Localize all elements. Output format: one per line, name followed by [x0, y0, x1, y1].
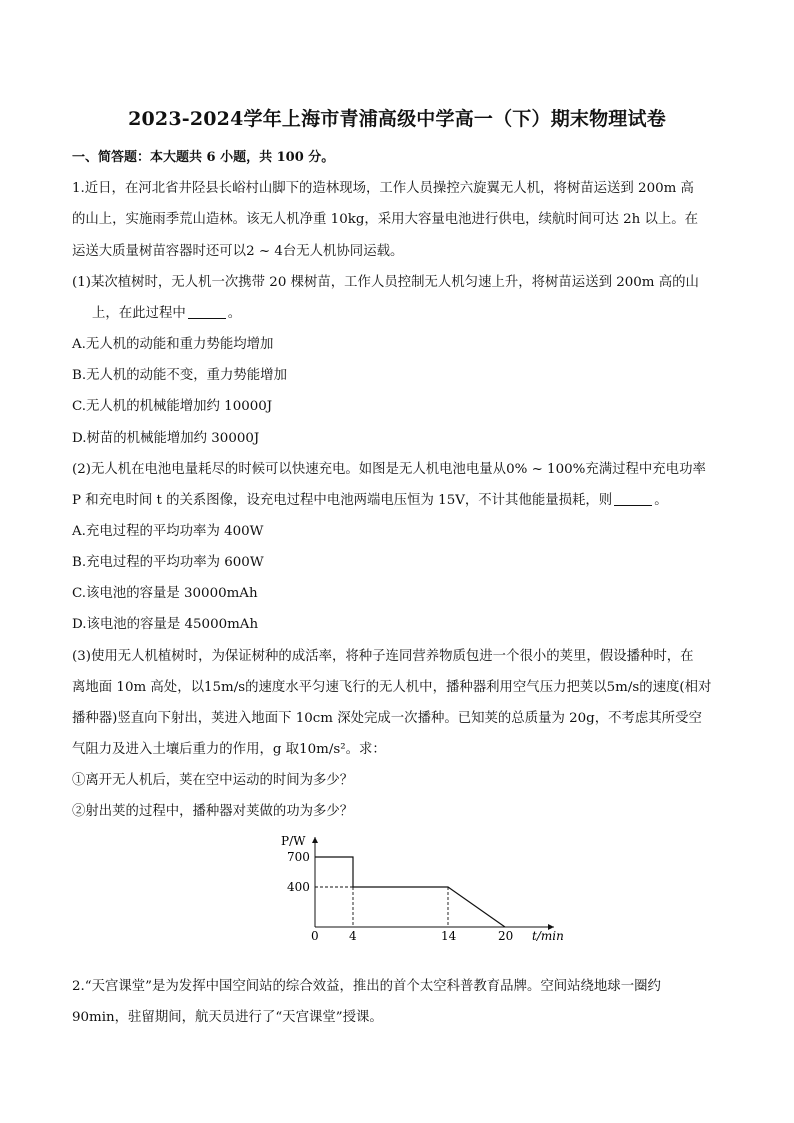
y-axis-label: P/W [281, 834, 306, 848]
x-tick-label: 4 [349, 929, 357, 943]
y-tick-label: 700 [287, 850, 310, 864]
q1-p3-sub-1: ①离开无人机后，荚在空中运动的时间为多少？ [72, 773, 354, 788]
x-tick-label: 0 [311, 929, 319, 943]
page-title: 2023-2024学年上海市青浦高级中学高一（下）期末物理试卷 [128, 108, 666, 130]
q1-p2-stem-line: (2)无人机在电池电量耗尽的时候可以快速充电。如图是无人机电池电量从0% ~ 100%充满过程中充电功率 [72, 462, 706, 477]
q1-p1-stem-text: 上，在此过程中 [92, 306, 186, 321]
y-tick-label: 400 [287, 880, 310, 894]
q1-p2-option-c: C.该电池的容量是 30000mAh [72, 586, 258, 601]
answer-blank [614, 493, 652, 506]
q2-line: 2.“天宫课堂”是为发挥中国空间站的综合效益，推出的首个太空科普教育品牌。空间站绕地球一圈约 [72, 979, 661, 994]
q1-p3-stem-line: 离地面 10m 高处，以15m/s的速度水平匀速飞行的无人机中，播种器利用空气压力把荚以5m/s的速度(相对 [72, 680, 712, 695]
q1-p2-stem-text: P 和充电时间 t 的关系图像，设充电过程中电池两端电压恒为 15V，不计其他能量损耗，则 [72, 493, 613, 508]
q1-intro-line: 1.近日，在河北省井陉县长峪村山脚下的造林现场，工作人员操控六旋翼无人机，将树苗运送到 200m 高 [72, 181, 694, 196]
q1-p1-option-d: D.树苗的机械能增加约 30000J [72, 431, 260, 446]
q1-p1-option-b: B.无人机的动能不变，重力势能增加 [72, 368, 287, 383]
series-line [315, 857, 505, 927]
section-header: 一、简答题：本大题共 6 小题，共 100 分。 [72, 150, 335, 165]
q1-p1-stem-end: 。 [227, 306, 242, 321]
q1-p3-sub-2: ②射出荚的过程中，播种器对荚做的功为多少？ [72, 804, 354, 819]
power-time-chart [270, 820, 564, 945]
q1-intro-line: 的山上，实施雨季荒山造林。该无人机净重 10kg，采用大容量电池进行供电，续航时间可达 2h 以上。在 [72, 212, 699, 227]
q1-p3-stem-line: 气阻力及进入土壤后重力的作用，g 取10m/s²。求： [72, 742, 386, 757]
q1-p2-option-d: D.该电池的容量是 45000mAh [72, 617, 259, 632]
q1-p1-stem-line [92, 302, 752, 321]
q1-p1-option-c: C.无人机的机械能增加约 10000J [72, 399, 273, 414]
answer-blank [188, 306, 226, 319]
q1-p3-stem-line: (3)使用无人机植树时，为保证树种的成活率，将种子连同营养物质包进一个很小的荚里，假设播种时，在 [72, 649, 694, 664]
q1-intro-line: 运送大质量树苗容器时还可以2 ~ 4台无人机协同运载。 [72, 244, 404, 259]
x-tick-label: 14 [441, 929, 457, 943]
q2-line: 90min，驻留期间，航天员进行了“天宫课堂”授课。 [72, 1010, 383, 1025]
q1-p2-option-a: A.充电过程的平均功率为 400W [72, 524, 264, 539]
q1-p2-stem-end: 。 [654, 493, 668, 508]
q1-p1-stem-line: (1)某次植树时，无人机一次携带 20 棵树苗，工作人员控制无人机匀速上升，将树苗运送到 200m 高的山 [72, 275, 699, 290]
q1-p3-stem-line: 播种器)竖直向下射出，荚进入地面下 10cm 深处完成一次播种。已知荚的总质量为 20g，不考虑其所受空 [72, 711, 702, 726]
x-tick-label: 20 [498, 929, 514, 943]
x-axis-label: t/min [532, 929, 564, 943]
q1-p2-stem-line [72, 489, 732, 508]
q1-p2-option-b: B.充电过程的平均功率为 600W [72, 555, 264, 570]
q1-p1-option-a: A.无人机的动能和重力势能均增加 [72, 337, 274, 352]
